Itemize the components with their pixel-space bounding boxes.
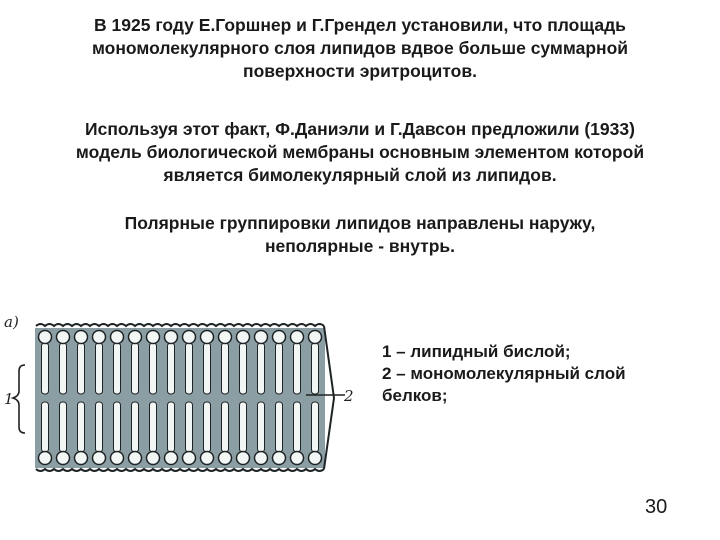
lipid-tail: [258, 402, 265, 452]
paragraph-line: неполярные - внутрь.: [264, 236, 456, 256]
legend-item-protein: 2 – мономолекулярный слой: [382, 364, 626, 383]
lipid-head: [57, 331, 70, 344]
lipid-tail: [168, 402, 175, 452]
lipid-tail: [222, 402, 229, 452]
slide-number: 30: [645, 496, 668, 518]
lipid-head: [183, 452, 196, 465]
lipid-head: [111, 452, 124, 465]
lipid-bilayer: [35, 328, 325, 468]
paragraph-line: является бимолекулярный слой из липидов.: [163, 165, 557, 185]
legend-item-protein-cont: белков;: [382, 386, 448, 405]
lipid-tail: [78, 343, 85, 394]
paragraph-line: поверхности эритроцитов.: [243, 61, 477, 81]
lipid-tail: [60, 343, 67, 394]
lipid-head: [165, 331, 178, 344]
diagram-label-2: 2: [344, 387, 354, 405]
lipid-head: [273, 331, 286, 344]
paragraph-line: мономолекулярного слоя липидов вдвое больше суммарной: [91, 38, 629, 58]
lipid-head: [129, 452, 142, 465]
lipid-head: [291, 452, 304, 465]
lipid-head: [201, 331, 214, 344]
paragraph-line: В 1925 году Е.Горшнер и Г.Грендел установили, что площадь: [94, 15, 626, 35]
lipid-tail: [78, 402, 85, 452]
lipid-tail: [114, 402, 121, 452]
lipid-head: [273, 452, 286, 465]
lipid-tail: [240, 402, 247, 452]
lipid-head: [165, 452, 178, 465]
lipid-head: [237, 452, 250, 465]
bilayer-brace: [13, 365, 25, 433]
paragraph-danielli-davson: [30, 118, 690, 187]
lipid-tail: [294, 343, 301, 394]
lipid-head: [237, 331, 250, 344]
lipid-head: [183, 331, 196, 344]
lipid-tail: [42, 343, 49, 394]
lipid-head: [255, 452, 268, 465]
lipid-head: [309, 452, 322, 465]
lipid-tail: [294, 402, 301, 452]
lipid-head: [219, 452, 232, 465]
lipid-head: [147, 331, 160, 344]
paragraph-gorter-grendel: [30, 14, 690, 83]
lipid-head: [111, 331, 124, 344]
lipid-tail: [204, 402, 211, 452]
lipid-tail: [312, 343, 319, 394]
lipid-head: [201, 452, 214, 465]
lipid-tail: [186, 343, 193, 394]
diagram-legend: [382, 341, 626, 407]
paragraph-polar-groups: [30, 212, 690, 258]
lipid-tail: [114, 343, 121, 394]
lipid-head: [57, 452, 70, 465]
lipid-head: [291, 331, 304, 344]
lipid-head: [39, 452, 52, 465]
lipid-head: [39, 331, 52, 344]
lipid-tail: [186, 402, 193, 452]
lipid-head: [93, 331, 106, 344]
lipid-tail: [204, 343, 211, 394]
membrane-diagram: [0, 295, 380, 495]
lipid-tail: [276, 402, 283, 452]
lipid-head: [219, 331, 232, 344]
protein-layer-top: [36, 324, 324, 326]
lipid-tail: [168, 343, 175, 394]
lipid-head: [255, 331, 268, 344]
lipid-head: [147, 452, 160, 465]
lipid-tail: [258, 343, 265, 394]
lipid-tail: [42, 402, 49, 452]
diagram-label-a: а): [4, 313, 19, 331]
paragraph-line: Используя этот факт, Ф.Даниэли и Г.Давсон предложили (1933): [85, 119, 635, 139]
lipid-tail: [60, 402, 67, 452]
lipid-head: [93, 452, 106, 465]
paragraph-line: модель биологической мембраны основным элементом которой: [75, 142, 645, 162]
lipid-tail: [150, 402, 157, 452]
diagram-label-1: 1: [4, 390, 14, 408]
lipid-tail: [132, 343, 139, 394]
legend-item-bilayer: 1 – липидный бислой;: [382, 342, 571, 361]
lipid-tail: [276, 343, 283, 394]
lipid-tail: [132, 402, 139, 452]
lipid-tail: [240, 343, 247, 394]
lipid-head: [75, 452, 88, 465]
lipid-tail: [312, 402, 319, 452]
lipid-tail: [222, 343, 229, 394]
protein-layer-bottom: [36, 469, 324, 471]
membrane-right-cap: [324, 326, 334, 469]
lipid-head: [75, 331, 88, 344]
lipid-tail: [150, 343, 157, 394]
paragraph-line: Полярные группировки липидов направлены наружу,: [124, 213, 596, 233]
lipid-tail: [96, 402, 103, 452]
lipid-tail: [96, 343, 103, 394]
lipid-head: [129, 331, 142, 344]
lipid-head: [309, 331, 322, 344]
